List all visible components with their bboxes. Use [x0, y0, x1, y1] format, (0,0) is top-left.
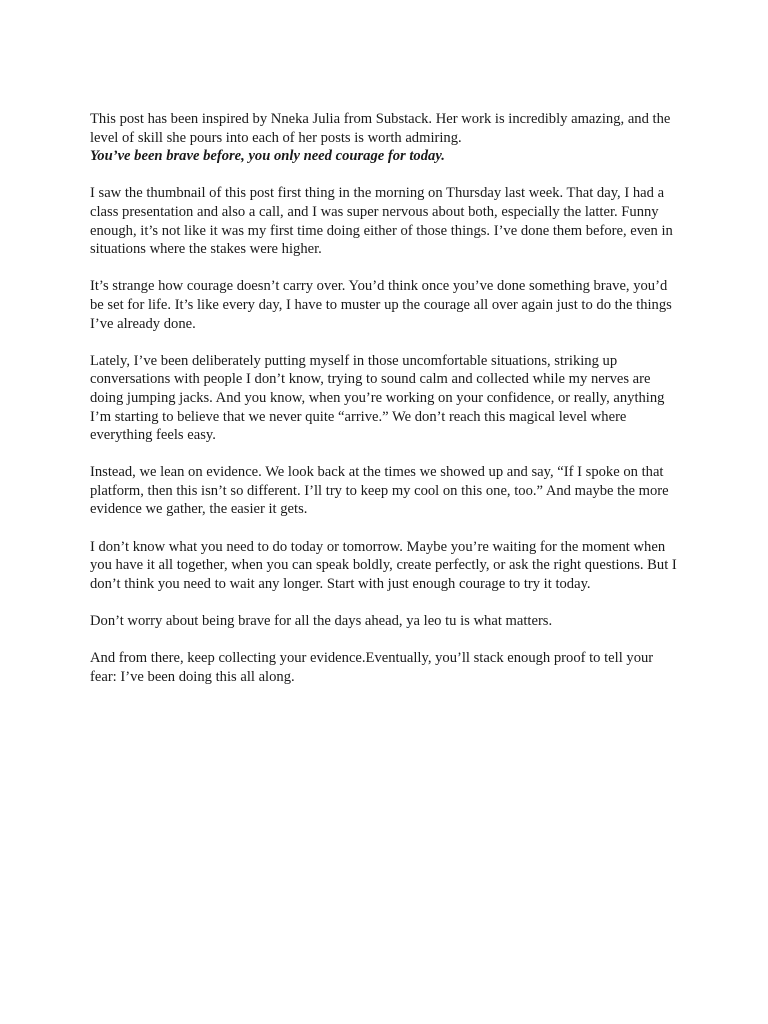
paragraph-evidence: Instead, we lean on evidence. We look back at the times we showed up and say, “If I spoke on that platform, then this isn’t so different. I’ll try to keep my cool on this one, too.” And maybe the more evidence we gather, the easier it gets.: [90, 464, 669, 518]
paragraph-thumbnail: I saw the thumbnail of this post first thing in the morning on Thursday last week. That day, I had a class presentation and also a call, and I was super nervous about both, especially the latter. Funny enough, it’s not like it was my first time doing either of those things. I’ve done them before, even in situations where the stakes were higher.: [90, 185, 673, 258]
paragraph-keep-collecting: And from there, keep collecting your evidence.Eventually, you’ll stack enough proof to tell your fear: I’ve been doing this all along.: [90, 650, 654, 685]
tagline: You’ve been brave before, you only need courage for today.: [90, 148, 445, 165]
intro-paragraph: This post has been inspired by Nneka Julia from Substack. Her work is incredibly amazing, and the level of skill she pours into each of her posts is worth admiring.: [90, 111, 671, 146]
paragraph-dont-worry: Don’t worry about being brave for all the days ahead, ya leo tu is what matters.: [90, 613, 553, 630]
paragraph-today-or-tomorrow: I don’t know what you need to do today or tomorrow. Maybe you’re waiting for the moment when you have it all together, when you can speak boldly, create perfectly, or ask the right questions. But I don’t think you need to wait any longer. Start with just enough courage to try it today.: [90, 538, 677, 592]
document-body: [90, 110, 680, 705]
paragraph-courage-carry-over: It’s strange how courage doesn’t carry over. You’d think once you’ve done something brave, you’d be set for life. It’s like every day, I have to muster up the courage all over again just to do the things I’ve already done.: [90, 278, 672, 332]
paragraph-uncomfortable-situations: Lately, I’ve been deliberately putting myself in those uncomfortable situations, striking up conversations with people I don’t know, trying to sound calm and collected while my nerves are doing jumping jacks. And you know, when you’re working on your confidence, or really, anything I’m starting to believe that we never quite “arrive.” We don’t reach this magical level where everything feels easy.: [90, 352, 665, 444]
